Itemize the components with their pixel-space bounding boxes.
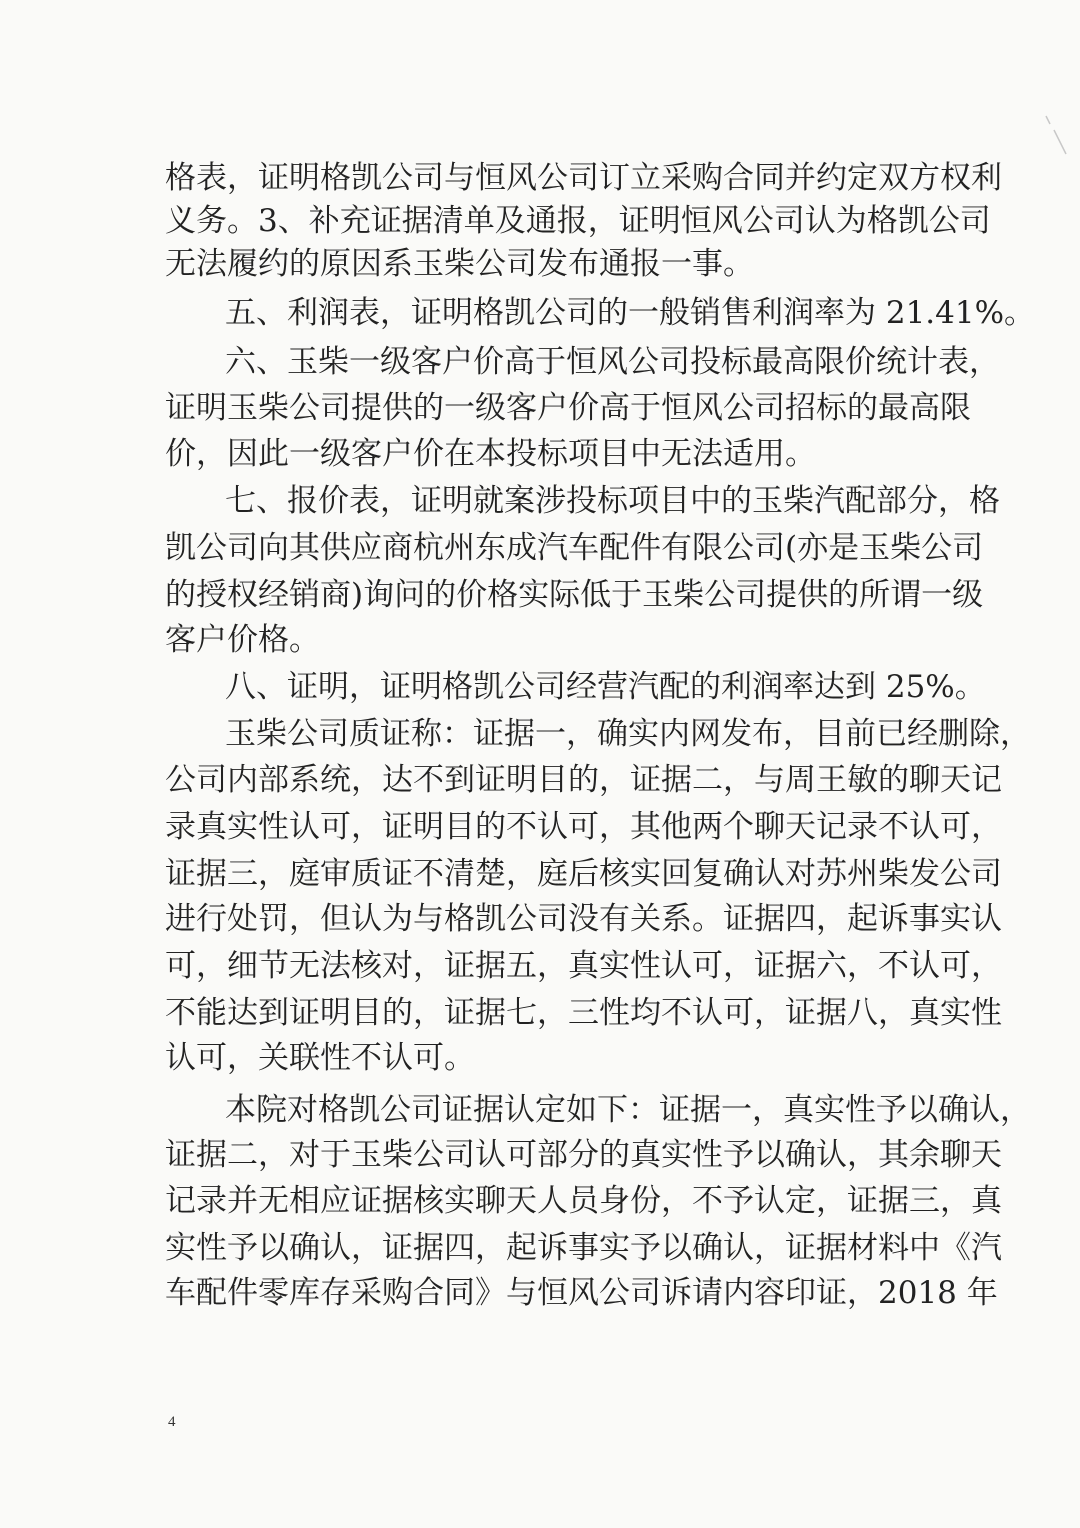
- body-line-10: 的授权经销商)询问的价格实际低于玉柴公司提供的所谓一级: [165, 577, 984, 613]
- scan-artifact-mark: [1042, 110, 1072, 160]
- body-line-18: 可，细节无法核对，证据五，真实性认可，证据六，不认可，: [165, 948, 1002, 984]
- body-line-13: 玉柴公司质证称：证据一，确实内网发布，目前已经删除，: [225, 716, 1031, 752]
- body-line-2: 义务。3、补充证据清单及通报，证明恒风公司认为格凯公司: [165, 203, 991, 239]
- body-line-8: 七、报价表，证明就案涉投标项目中的玉柴汽配部分，格: [225, 483, 1000, 519]
- body-line-5: 六、玉柴一级客户价高于恒风公司投标最高限价统计表，: [225, 344, 1000, 380]
- body-line-6: 证明玉柴公司提供的一级客户价高于恒风公司招标的最高限: [165, 390, 971, 426]
- body-line-15: 录真实性认可，证明目的不认可，其他两个聊天记录不认可，: [165, 809, 1002, 845]
- body-line-19: 不能达到证明目的，证据七，三性均不认可，证据八，真实性: [165, 995, 1002, 1031]
- body-line-16: 证据三，庭审质证不清楚，庭后核实回复确认对苏州柴发公司: [165, 856, 1002, 892]
- body-line-17: 进行处罚，但认为与格凯公司没有关系。证据四，起诉事实认: [165, 901, 1002, 937]
- body-line-22: 证据二，对于玉柴公司认可部分的真实性予以确认，其余聊天: [165, 1137, 1002, 1173]
- body-line-1: 格表，证明格凯公司与恒风公司订立采购合同并约定双方权利: [165, 160, 1002, 196]
- body-line-14: 公司内部系统，达不到证明目的，证据二，与周王敏的聊天记: [165, 762, 1002, 798]
- body-line-4: 五、利润表，证明格凯公司的一般销售利润率为 21.41%。: [225, 295, 1036, 331]
- body-line-25: 车配件零库存采购合同》与恒风公司诉请内容印证，2018 年: [165, 1275, 998, 1311]
- body-line-23: 记录并无相应证据核实聊天人员身份，不予认定，证据三，真: [165, 1183, 1002, 1219]
- body-line-12: 八、证明，证明格凯公司经营汽配的利润率达到 25%。: [225, 669, 986, 705]
- body-line-3: 无法履约的原因系玉柴公司发布通报一事。: [165, 246, 754, 282]
- body-line-9: 凯公司向其供应商杭州东成汽车配件有限公司(亦是玉柴公司: [165, 530, 984, 566]
- body-line-24: 实性予以确认，证据四，起诉事实予以确认，证据材料中《汽: [165, 1230, 1002, 1266]
- body-line-20: 认可，关联性不认可。: [165, 1040, 475, 1076]
- body-line-11: 客户价格。: [165, 622, 320, 658]
- body-line-7: 价，因此一级客户价在本投标项目中无法适用。: [165, 436, 816, 472]
- body-line-21: 本院对格凯公司证据认定如下：证据一，真实性予以确认，: [225, 1092, 1031, 1128]
- page-number: 4: [168, 1414, 176, 1430]
